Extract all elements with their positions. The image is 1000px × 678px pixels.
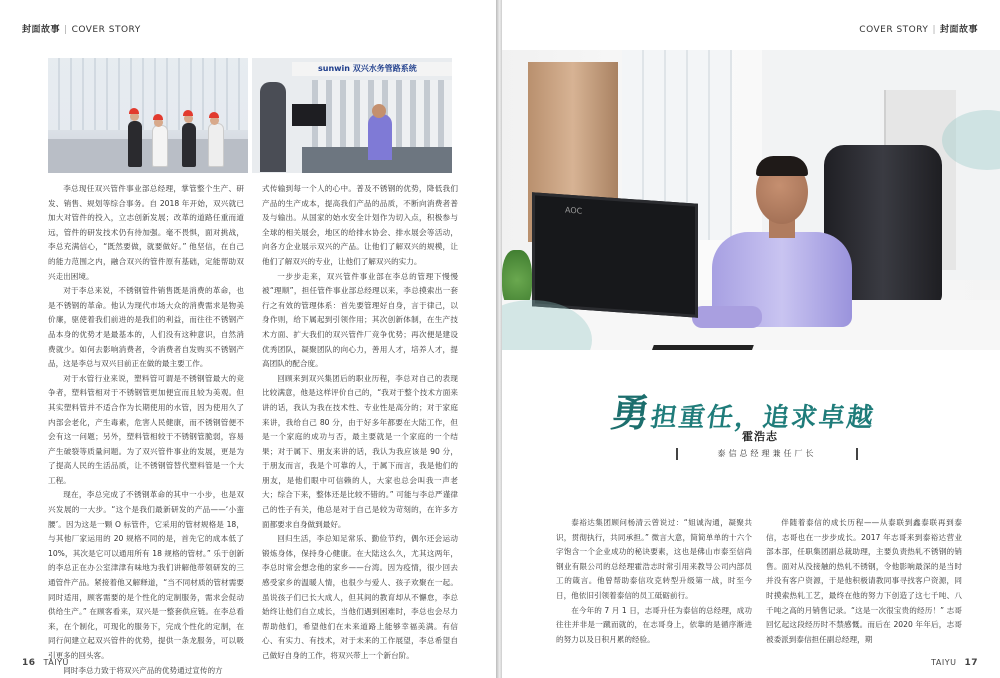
showroom-photo (48, 58, 248, 173)
left-header: 封面故事 | COVER STORY (22, 25, 141, 35)
paragraph: 伴随着泰信的成长历程——从泰联到鑫泰联再到泰信，志哥也在一步步成长。2017 年志哥来到泰裕达营业部本部，任职集团副总裁助理，主要负责热轧不锈钢的销售。面对从没接触的热轧不锈钢，令他影响最深的是当时并没有客户资源，于是他积极请教同事寻找客户资源，同时摸索热轧工艺，最终在他的努力下创造了这七千吨、八千吨之高的月销售记录。“这是一次很宝贵的经历！” 志哥回忆起这段经历时不禁感慨。而后在 2020 年年后，志哥被委派到泰信担任副总经理，期 (766, 518, 962, 644)
visitor-figure (208, 123, 224, 167)
right-header: COVER STORY | 封面故事 (859, 25, 978, 35)
paragraph: 回顾来到双兴集团后的职业历程，李总对自己的表现比较满意，他是这样评价自己的，“我对于整个技术方面来讲的话，我认为我在技术性、专业性是高分的；对于家庭来讲，我给自己 80 分，由于好多年都要在大陆工作，但是一个家庭的成功与否，最主要就是一个家庭的一个结果；对于属下、朋友来讲的话，我认为我应该是 90 分，于朋友而言，我是个可靠的人，于属下而言，我是他们的朋友，是他们眼中可信赖的人，大家也总会叫我一声老大；综合下来，整体还是比较不错的。” 可能与李总严谨律己的性子有关，他总是对于自己是较为苛刻的，在许多方面都要求自身做到最好。 (262, 373, 458, 529)
interviewee-figure (368, 114, 392, 160)
computer-monitor (532, 192, 698, 318)
page-number: 17 (964, 658, 978, 668)
left-text-column-2 (262, 182, 458, 664)
person-name: 霍浩志 (742, 430, 778, 443)
paragraph: 回归生活，李总知足常乐、勤俭节约，偶尔还会运动锻炼身体，保持身心健康。在大陆这么久，尤其这两年，李总时常会想念他的家乡——台湾。因为疫情，很少回去感受家乡的温暖人情，也很少与爱人、孩子欢聚在一起。虽说孩子们已长大成人，但其间的教育却从不懈怠，李总始终让他们自立成长，当他们遇到困难时，李总也会尽力帮助他们，希望他们在未来道路上能够幸福美满。有信心、有实力、有技术，对于未来的工作展望，李总希望自己做好自身的工作，将双兴带上一个新台阶。 (262, 534, 458, 660)
paragraph: 式传输到每一个人的心中。普及不锈钢的优势，降低我们产品的生产成本，提高我们产品的品质，不断向消费者普及与输出。从国家的始水安全计划作为切入点，积极参与全球的相关展会，地区的给排水协会、排水展会等活动，向各方企业展示双兴的产品。让他们了解双兴的规模，让他们了解双兴的专业，让他们了解双兴的实力。 (262, 184, 458, 266)
paragraph: 在今年的 7 月 1 日，志哥升任为泰信的总经理，成功往往并非是一蹴而就的，在志哥身上，依靠的是循序渐进的努力以及日积月累的经验。 (556, 605, 752, 644)
paragraph: 同时李总力致于将双兴产品的优势通过宣传的方 (63, 665, 223, 675)
video-camera-icon (292, 104, 326, 126)
title-text: 担重任，追求卓越 (648, 403, 877, 433)
left-page (0, 0, 496, 678)
section-label-en: COVER STORY (71, 25, 141, 35)
left-text-column-1 (48, 182, 244, 678)
portrait-photo (502, 50, 1000, 350)
visitor-figure (152, 125, 168, 167)
magazine-brand: TAIYU (43, 658, 69, 667)
section-label-en: COVER STORY (859, 25, 929, 35)
reporter-figure (260, 82, 286, 172)
page-number: 16 (22, 658, 36, 668)
section-label-cn: 封面故事 (939, 25, 978, 35)
paragraph: 泰裕达集团顾问杨清云曾说过：“姐诚沟通，凝聚共识，贯彻执行，共同承担。” 微言大意，简简单单的十六个字饱含一个企业成功的秘诀要素，这也是佛山市泰至信尚钢业有限公司的总经理霍浩志时常引用来教导公司内部员工的箴言。他曾帮助泰信攻克转型升级第一战，时至今日，他依旧引领着泰信的员工砥砺前行。 (556, 518, 752, 600)
paragraph: 一步步走来，双兴管件事业部在李总的管理下慢慢被“理顺”，担任管件事业部总经理以来，李总摸索出一套行之有效的管理体系：首先要管理好自身，言于律己，以身作则，给下属起到引领作用；其次创新体制，在生产技术方面、扩大我们的双兴管件厂竞争优势；再次便是建设优秀团队，凝聚团队的向心力，善用人才，培养人才，提高团队的配合度。 (262, 271, 458, 369)
visitor-figure (128, 121, 142, 167)
exhibit-banner: sunwin 双兴水务管路系统 (292, 62, 452, 76)
paragraph: 对于水管行业来说，塑料管可谓是不锈钢管最大的竞争者，塑料管相对于不锈钢管更加便宜而且较为美观。但其实塑料管并不适合作为长期使用的水管，因为使用久了内部会老化，产生毒素，危害人民健康，而不锈钢管便不会有这一问题；另外，塑料管相较于不锈钢管脆弱，容易产生破裂等质量问题。为了双兴管件事业的发展，更是为了提高人民的生活品质，让不锈钢管替代塑料管是一个大工程。 (48, 373, 244, 485)
left-footer (22, 658, 69, 668)
magazine-brand: TAIYU (931, 658, 957, 667)
visitor-figure (182, 123, 196, 167)
title-lead-character: 勇 (608, 390, 655, 435)
right-text-column-2 (766, 516, 962, 647)
section-label-cn: 封面故事 (22, 25, 61, 35)
right-footer (931, 658, 978, 668)
right-text-column-1 (556, 516, 752, 647)
person-role: 泰信总经理兼任厂长 (676, 448, 858, 460)
paragraph: 对于李总来说，不锈钢管件销售既是消费的革命，也是不锈钢的革命。他认为现代市场大众的消费需求是物美价廉，驱使着我们前进的是我们的利益，而往往不锈钢产品本身的优势才是最基本的，人们没有这种意识，自然消费就少。如何去影响消费者，令消费者自发购买不锈钢产品，这是李总与双兴目前正在做的最主要工作。 (48, 286, 244, 369)
paragraph: 现在，李总完成了不锈钢革命的其中一小步，也是双兴发展的一大步。“这个是我们最新研发的产品——‘小蛮腰’。因为这是一颗 O 标管件，它采用的管材规格是 18，与其他厂家运用的 20 规格不同的是，首先它的成本低了 10%，其次是它可以通用所有 18 规格的管材。” 乐于创新的李总正在办公室津津有味地为我们讲解他带领研发的三通管件产品。紧接着他又解释道，“当不同材质的管材需要同时适用，顾客需要的是个性化的定制服务，需求会促动供给生产。” 在顾客看来，双兴是一整套供应链。在李总看来，在个制化，可现化的服务下，完成个性化的定制，在同行间建立起双兴管件的优势，提供一条龙服务，可以吸引更多的回头客。 (48, 490, 244, 660)
monitor-brand-label: AOC (565, 205, 583, 216)
interview-photo (252, 58, 452, 173)
paragraph: 李总现任双兴管件事业部总经理，掌管整个生产、研发、销售、规划等综合事务。自 2018 年开始，双兴就已加大对管件的投入，立志创新发展；改革的道路任重而道远，管件的研发技术仍有待加强。毫不畏惧，面对挑战，李总充满信心，“既然要做，就要做好。” 他坚信，在自己的能力范围之内，融合双兴的管件原有基础，定能帮助双兴走出困境。 (48, 184, 244, 281)
